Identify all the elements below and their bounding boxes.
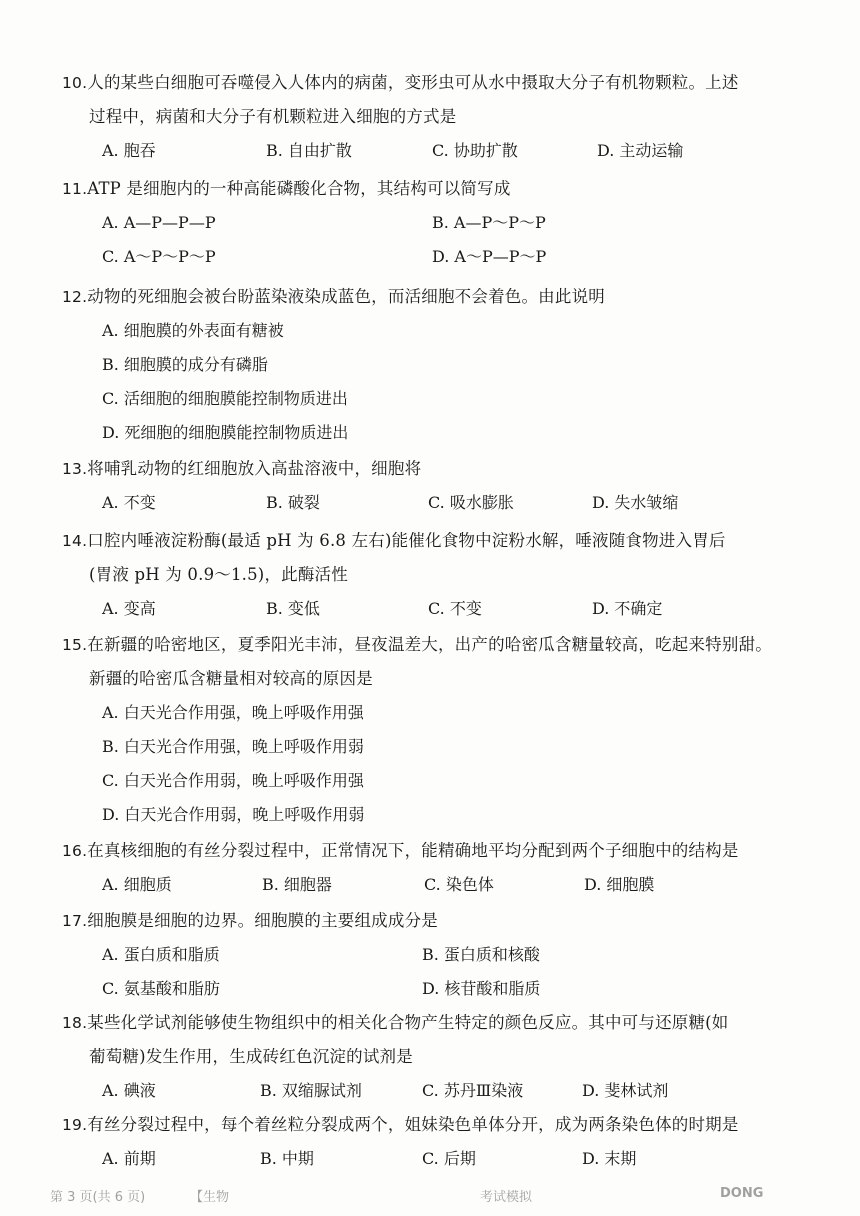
stem-line: 动物的死细胞会被台盼蓝染液染成蓝色，而活细胞不会着色。由此说明 <box>87 287 605 306</box>
question-stem <box>62 628 820 696</box>
option-a: A. 前期 <box>102 1149 156 1168</box>
options-row <box>62 938 820 972</box>
option-b: B. A—P～P～P <box>432 213 546 232</box>
option-a: A. A—P—P—P <box>102 213 216 232</box>
option-c: C. 苏丹Ⅲ染液 <box>422 1081 524 1100</box>
option-d: D. 死细胞的细胞膜能控制物质进出 <box>102 423 349 442</box>
option-c: C. 活细胞的细胞膜能控制物质进出 <box>102 389 348 408</box>
option-b: B. 蛋白质和核酸 <box>422 945 540 964</box>
option-d: D. A～P—P～P <box>432 247 547 266</box>
option-b: B. 细胞膜的成分有磷脂 <box>102 355 268 374</box>
option-d: D. 白天光合作用弱，晚上呼吸作用弱 <box>102 805 365 824</box>
question-19 <box>62 1108 820 1176</box>
question-number: 17. <box>62 912 88 930</box>
option-d: D. 不确定 <box>592 599 663 618</box>
stem-line: 某些化学试剂能够使生物组织中的相关化合物产生特定的颜色反应。其中可与还原糖(如 <box>87 1013 729 1032</box>
options-row <box>62 206 820 240</box>
question-stem <box>62 66 820 134</box>
stem-line: 将哺乳动物的红细胞放入高盐溶液中，细胞将 <box>87 459 422 478</box>
option-b: B. 破裂 <box>266 493 320 512</box>
question-number: 14. <box>62 532 88 550</box>
question-16 <box>62 834 820 902</box>
question-stem <box>62 172 820 206</box>
options-row <box>62 972 820 1006</box>
option-b: B. 变低 <box>266 599 320 618</box>
stem-line: 有丝分裂过程中，每个着丝粒分裂成两个，姐妹染色单体分开，成为两条染色体的时期是 <box>87 1115 739 1134</box>
option-c: C. 吸水膨胀 <box>428 493 514 512</box>
option-c: C. 染色体 <box>424 875 494 894</box>
stem-line: 过程中，病菌和大分子有机颗粒进入细胞的方式是 <box>89 107 457 126</box>
stem-line: 细胞膜是细胞的边界。细胞膜的主要组成成分是 <box>87 911 438 930</box>
question-12 <box>62 280 820 450</box>
stem-line: 口腔内唾液淀粉酶(最适 pH 为 6.8 左右)能催化食物中淀粉水解，唾液随食物进入胃后 <box>87 531 726 550</box>
option-a: A. 白天光合作用强，晚上呼吸作用强 <box>102 703 364 722</box>
option-b: B. 双缩脲试剂 <box>260 1081 362 1100</box>
question-10 <box>62 66 820 168</box>
stem-line: 新疆的哈密瓜含糖量相对较高的原因是 <box>89 669 373 688</box>
option-d: D. 失水皱缩 <box>592 493 679 512</box>
page-info: 第 3 页(共 6 页) <box>50 1190 146 1205</box>
option-c: C. 后期 <box>422 1149 476 1168</box>
option-d: D. 末期 <box>582 1149 637 1168</box>
option-b: B. 细胞器 <box>262 875 332 894</box>
option-a: A. 蛋白质和脂质 <box>102 945 220 964</box>
question-number: 18. <box>62 1014 88 1032</box>
stem-line: (胃液 pH 为 0.9～1.5)，此酶活性 <box>89 565 348 584</box>
question-stem <box>62 280 820 314</box>
stem-line: 葡萄糖)发生作用，生成砖红色沉淀的试剂是 <box>89 1047 413 1066</box>
option-b: B. 中期 <box>260 1149 314 1168</box>
stem-line: 在真核细胞的有丝分裂过程中，正常情况下，能精确地平均分配到两个子细胞中的结构是 <box>87 841 739 860</box>
options-row <box>62 134 820 168</box>
stem-line: 人的某些白细胞可吞噬侵入人体内的病菌，变形虫可从水中摄取大分子有机物颗粒。上述 <box>87 73 739 92</box>
question-11 <box>62 172 820 274</box>
option-d: D. 细胞膜 <box>584 875 655 894</box>
question-stem <box>62 1006 820 1074</box>
option-c: C. 不变 <box>428 599 482 618</box>
option-a: A. 胞吞 <box>102 141 156 160</box>
question-stem <box>62 452 820 486</box>
question-17 <box>62 904 820 1006</box>
question-number: 15. <box>62 636 88 654</box>
option-d: D. 斐林试剂 <box>582 1081 669 1100</box>
options-row <box>62 1142 820 1176</box>
options-row <box>62 868 820 902</box>
option-c: C. 氨基酸和脂肪 <box>102 979 220 998</box>
question-number: 19. <box>62 1116 88 1134</box>
option-c: C. A～P～P～P <box>102 247 216 266</box>
option-c: C. 协助扩散 <box>432 141 518 160</box>
option-a: A. 细胞质 <box>102 875 172 894</box>
option-b: B. 白天光合作用强，晚上呼吸作用弱 <box>102 737 364 756</box>
question-stem <box>62 1108 820 1142</box>
options-row <box>62 1074 820 1108</box>
question-number: 11. <box>62 180 88 198</box>
option-a: A. 细胞膜的外表面有糖被 <box>102 321 284 340</box>
question-stem <box>62 524 820 592</box>
option-b: B. 自由扩散 <box>266 141 352 160</box>
option-c: C. 白天光合作用弱，晚上呼吸作用强 <box>102 771 364 790</box>
brand-mark: DONG <box>720 1186 764 1201</box>
option-d: D. 主动运输 <box>597 141 684 160</box>
question-number: 16. <box>62 842 88 860</box>
question-13 <box>62 452 820 520</box>
exam-label: 考试模拟 <box>480 1190 533 1205</box>
question-number: 13. <box>62 460 88 478</box>
question-14 <box>62 524 820 626</box>
question-number: 10. <box>62 74 88 92</box>
stem-line: ATP 是细胞内的一种高能磷酸化合物，其结构可以简写成 <box>87 179 511 198</box>
stem-line: 在新疆的哈密地区，夏季阳光丰沛，昼夜温差大，出产的哈密瓜含糖量较高，吃起来特别甜。 <box>87 635 772 654</box>
options-row <box>62 240 820 274</box>
page-footer <box>30 1186 820 1216</box>
subject-label: 【生物 <box>190 1190 230 1205</box>
question-number: 12. <box>62 288 88 306</box>
option-a: A. 碘液 <box>102 1081 156 1100</box>
question-15 <box>62 628 820 832</box>
question-stem <box>62 904 820 938</box>
question-stem <box>62 834 820 868</box>
question-18 <box>62 1006 820 1108</box>
option-d: D. 核苷酸和脂质 <box>422 979 541 998</box>
option-a: A. 变高 <box>102 599 156 618</box>
options-row <box>62 486 820 520</box>
options-row <box>62 592 820 626</box>
option-a: A. 不变 <box>102 493 156 512</box>
